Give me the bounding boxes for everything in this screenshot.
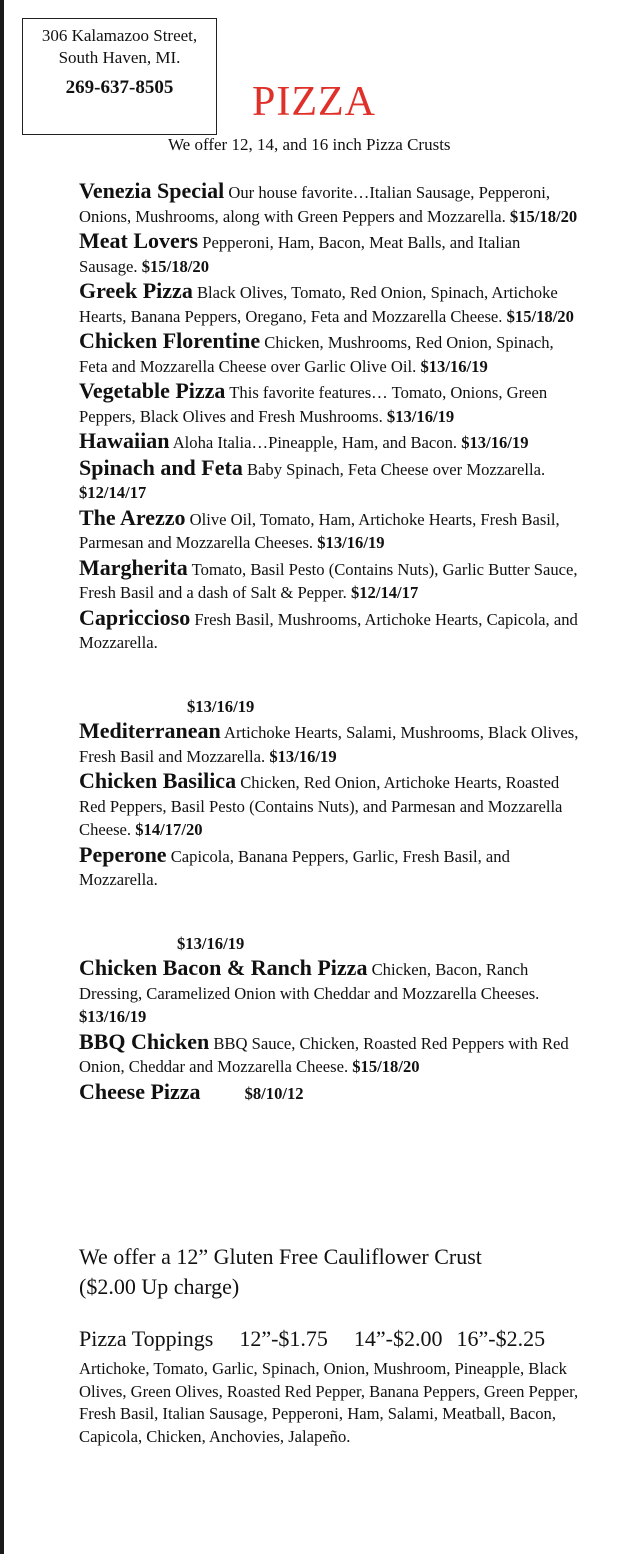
item-description: Tomato, Basil Pesto (Contains Nuts), Garlic Butter Sauce, Fresh Basil and a dash of Salt & Pepper. (79, 559, 578, 602)
menu-item (79, 178, 579, 228)
item-price: $15/18/20 (352, 1057, 420, 1076)
item-description: Chicken, Red Onion, Artichoke Hearts, Roasted Red Peppers, Basil Pesto (Contains Nuts), and Parmesan and Mozzarella Cheese. (79, 773, 563, 839)
menu-item (79, 278, 579, 328)
item-description: Chicken, Bacon, Ranch Dressing, Caramelized Onion with Cheddar and Mozzarella Cheeses. (79, 960, 540, 1003)
topping-price-16: 16”-$2.25 (456, 1326, 546, 1351)
gluten-free-line: We offer a 12” Gluten Free Cauliflower Crust (79, 1244, 482, 1269)
item-description: Black Olives, Tomato, Red Onion, Spinach, Artichoke Hearts, Banana Peppers, Oregano, Feta and Mozzarella Cheese. (79, 283, 558, 326)
gluten-free-note (79, 1242, 559, 1302)
item-price: $13/16/19 (177, 933, 245, 953)
item-description: Pepperoni, Ham, Bacon, Meat Balls, and Italian Sausage. (79, 233, 521, 276)
item-name: Greek Pizza (79, 278, 193, 303)
item-name: Chicken Florentine (79, 328, 261, 353)
item-name: Spinach and Feta (79, 454, 243, 480)
menu-item (79, 768, 579, 842)
item-name: Peperone (79, 841, 167, 867)
item-price: $12/14/17 (350, 583, 419, 602)
item-price: $13/16/19 (79, 1007, 147, 1026)
menu-item (79, 328, 579, 378)
item-price: $13/16/19 (269, 746, 337, 766)
menu-item (79, 718, 579, 768)
item-name: BBQ Chicken (79, 1028, 210, 1054)
item-name: Venezia Special (79, 178, 225, 203)
menu-item (79, 505, 579, 555)
item-name: Margherita (79, 554, 188, 580)
menu-item (79, 842, 579, 892)
item-description: Our house favorite…Italian Sausage, Pepperoni, Onions, Mushrooms, along with Green Peppers and Mozzarella. (79, 183, 551, 226)
item-name: Chicken Basilica (79, 768, 237, 793)
item-description: Baby Spinach, Feta Cheese over Mozzarella. (246, 459, 546, 479)
menu-item (79, 455, 579, 505)
phone-number: 269-637-8505 (65, 77, 174, 98)
page-title: PIZZA (252, 79, 376, 125)
menu-item (79, 955, 579, 1029)
crust-sizes-note: We offer 12, 14, and 16 inch Pizza Crusts (168, 135, 451, 154)
item-price: $13/16/19 (187, 696, 255, 716)
menu-item (79, 1079, 579, 1105)
item-description: BBQ Sauce, Chicken, Roasted Red Peppers with Red Onion, Cheddar and Mozzarella Cheese. (79, 1033, 569, 1076)
item-name: Meat Lovers (79, 228, 199, 253)
item-price: $8/10/12 (244, 1083, 304, 1103)
item-price: $13/16/19 (420, 356, 488, 376)
topping-price-14: 14”-$2.00 (353, 1326, 443, 1351)
item-price: $13/16/19 (461, 433, 529, 452)
item-name: The Arezzo (79, 504, 186, 530)
item-description: Capicola, Banana Peppers, Garlic, Fresh Basil, and Mozzarella. (79, 846, 510, 889)
toppings-list: Artichoke, Tomato, Garlic, Spinach, Onion, Mushroom, Pineapple, Black Olives, Green Olives, Roasted Red Pepper, Banana Peppers, Green Pepper, Fresh Basil, Italian Sausage, Pepperoni, Ham, Salami, Meatball, Bacon, Capicola, Chicken, Anchovies, Jalapeño. (79, 1359, 579, 1446)
item-price: $13/16/19 (386, 406, 455, 426)
item-description: Olive Oil, Tomato, Ham, Artichoke Hearts, Fresh Basil, Parmesan and Mozzarella Cheeses. (79, 509, 560, 552)
item-name: Hawaiian (79, 428, 170, 453)
gluten-free-upcharge: ($2.00 Up charge) (79, 1274, 240, 1299)
toppings-header (79, 1324, 579, 1354)
page-left-border (0, 0, 4, 1554)
item-price: $12/14/17 (79, 483, 147, 502)
item-description: Chicken, Mushrooms, Red Onion, Spinach, Feta and Mozzarella Cheese over Garlic Olive Oil. (79, 333, 554, 376)
item-description: This favorite features… Tomato, Onions, Green Peppers, Black Olives and Fresh Mushrooms. (79, 383, 548, 426)
item-price: $15/18/20 (141, 256, 209, 276)
item-name: Cheese Pizza (79, 1078, 201, 1104)
item-price: $15/18/20 (506, 306, 574, 326)
item-name: Chicken Bacon & Ranch Pizza (79, 955, 368, 980)
item-price: $15/18/20 (509, 206, 578, 226)
address-city: South Haven, MI. (58, 48, 181, 67)
menu-item (79, 555, 579, 605)
toppings-section (79, 1324, 579, 1448)
item-price: $13/16/19 (317, 533, 385, 552)
menu-item (79, 428, 579, 455)
address-street: 306 Kalamazoo Street, (41, 26, 198, 45)
menu-item (79, 1029, 579, 1079)
item-name: Capriccioso (79, 604, 191, 630)
topping-price-12: 12”-$1.75 (239, 1326, 328, 1351)
item-description: Fresh Basil, Mushrooms, Artichoke Hearts, Capicola, and Mozzarella. (79, 609, 578, 652)
menu-item (79, 605, 579, 655)
item-name: Vegetable Pizza (79, 378, 226, 403)
item-description: Artichoke Hearts, Salami, Mushrooms, Black Olives, Fresh Basil and Mozzarella. (79, 723, 579, 766)
address-box (22, 18, 217, 135)
pizza-menu-list (79, 178, 579, 1105)
item-name: Mediterranean (79, 718, 221, 743)
menu-item (79, 378, 579, 428)
menu-item (79, 228, 579, 278)
item-description: Aloha Italia…Pineapple, Ham, and Bacon. (172, 433, 458, 452)
item-price: $14/17/20 (135, 820, 203, 839)
toppings-label: Pizza Toppings (79, 1326, 214, 1351)
